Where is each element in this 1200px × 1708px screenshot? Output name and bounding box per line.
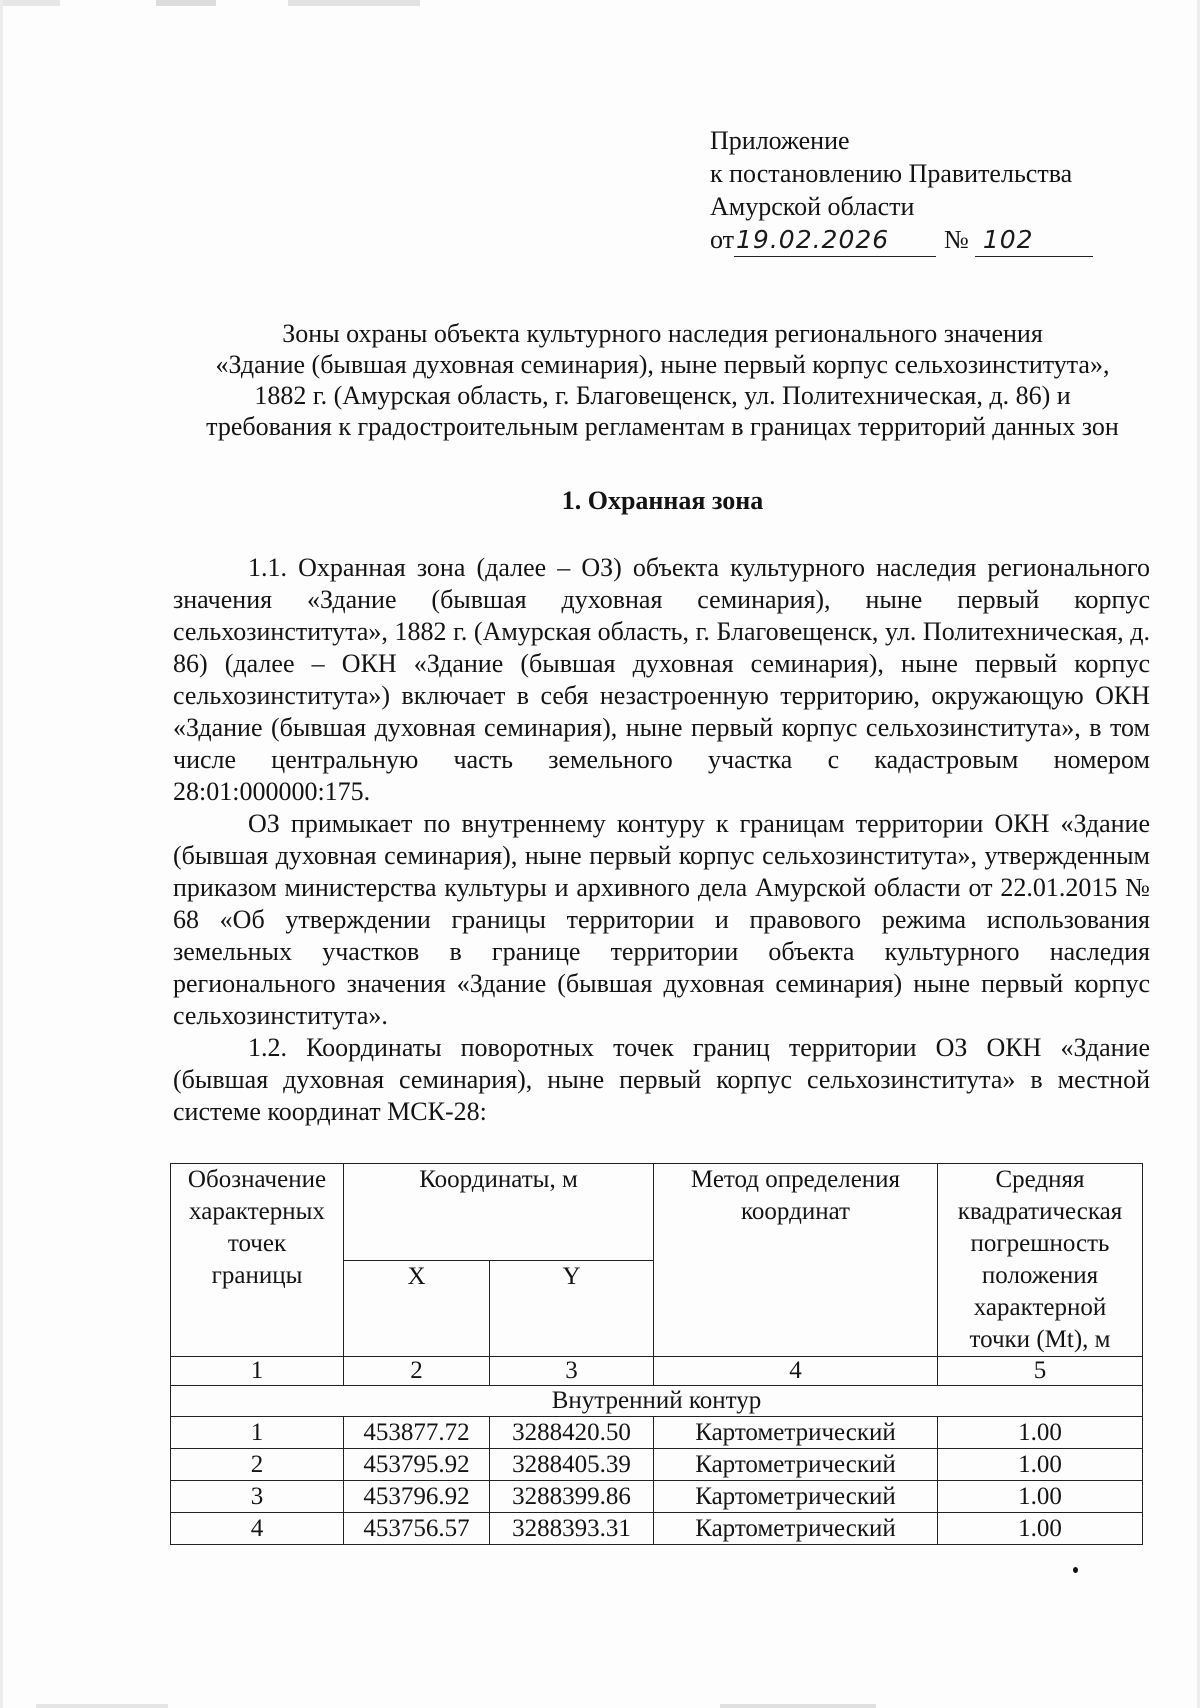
scan-edge-left [0,0,3,1708]
appendix-title: Приложение [710,126,850,155]
table-row [171,1449,1143,1481]
inner-contour-label: Внутренний контур [171,1386,1143,1417]
table-row [171,1417,1143,1449]
header-mean-error: Средняя квадратическая погрешность положения характерной точки (Mt), м [938,1164,1143,1357]
contour-row [171,1386,1143,1417]
column-number: 1 [171,1357,344,1386]
title-line-4: требования к градостроительным регламентам в границах территорий данных зон [206,412,1119,441]
mean-error: 1.00 [938,1481,1143,1513]
point-id: 3 [171,1481,344,1513]
method: Картометрический [654,1417,938,1449]
point-id: 4 [171,1513,344,1545]
mean-error: 1.00 [938,1513,1143,1545]
date-field [734,223,936,257]
coord-y: 3288420.50 [490,1417,654,1449]
method: Картометрический [654,1449,938,1481]
table-header-row [171,1164,1143,1261]
coordinates-table [170,1163,1143,1545]
point-id: 2 [171,1449,344,1481]
appendix-resolution: к постановлению Правительства [710,159,1073,188]
handwritten-date: 19.02.2026 [736,225,890,254]
coord-y: 3288399.86 [490,1481,654,1513]
section-heading: 1. Охранная зона [561,486,764,515]
column-number: 3 [490,1357,654,1386]
document-title [170,318,1155,442]
mean-error: 1.00 [938,1449,1143,1481]
title-line-1: Зоны охраны объекта культурного наследия регионального значения [282,319,1043,348]
coord-x: 453877.72 [344,1417,490,1449]
paragraph-1-2: 1.2. Координаты поворотных точек границ территории ОЗ ОКН «Здание (бывшая духовная семинария), ныне первый корпус сельхозинститута» в местной системе координат МСК-28: [173,1033,1150,1126]
section-body [173,552,1150,1128]
coord-x: 453795.92 [344,1449,490,1481]
handwritten-number: 102 [982,225,1034,254]
from-label: от [710,225,735,254]
paragraph-oz-contour: ОЗ примыкает по внутреннему контуру к границам территории ОКН «Здание (бывшая духовная семинария), ныне первый корпус сельхозинститута», утвержденным приказом министерства культуры и архивного дела Амурской области от 22.01.2015 № 68 «Об утверждении границы территории и правового режима использования земельных участков в границе территории объекта культурного наследия регионального значения «Здание (бывшая духовная семинария) ныне первый корпус сельхозинститута». [173,809,1150,1030]
scan-edge-top [0,0,1200,6]
appendix-header [710,124,1093,257]
method: Картометрический [654,1513,938,1545]
paragraph-1-1: 1.1. Охранная зона (далее – ОЗ) объекта культурного наследия регионального значения «Здание (бывшая духовная семинария), ныне первый корпус сельхозинститута», 1882 г. (Амурская область, г. Благовещенск, ул. Политехническая, д. 86) (далее – ОКН «Здание (бывшая духовная семинария), ныне первый корпус сельхозинститута») включает в себя незастроенную территорию, окружающую ОКН «Здание (бывшая духовная семинария), ныне первый корпус сельхозинститута», в том числе центральную часть земельного участка с кадастровым номером 28:01:000000:175. [173,553,1150,806]
column-number: 5 [938,1357,1143,1386]
coord-x: 453756.57 [344,1513,490,1545]
header-coordinates: Координаты, м [344,1164,654,1261]
appendix-region: Амурской области [710,192,915,221]
coord-y: 3288405.39 [490,1449,654,1481]
scan-edge-bottom [0,1704,1200,1708]
header-x: X [344,1260,490,1357]
method: Картометрический [654,1481,938,1513]
scan-dot-mark [1073,1567,1078,1573]
mean-error: 1.00 [938,1417,1143,1449]
header-method: Метод определения координат [654,1164,938,1357]
title-line-3: 1882 г. (Амурская область, г. Благовещенск, ул. Политехническая, д. 86) и [254,381,1071,410]
number-label: № [944,225,969,254]
coord-x: 453796.92 [344,1481,490,1513]
title-line-2: «Здание (бывшая духовная семинария), ныне первый корпус сельхозинститута», [215,350,1110,379]
column-number: 2 [344,1357,490,1386]
header-y: Y [490,1260,654,1357]
header-point-designation: Обозначение характерных точек границы [171,1164,344,1357]
column-number: 4 [654,1357,938,1386]
appendix-date-number [710,223,1093,257]
number-field [975,223,1093,257]
coord-y: 3288393.31 [490,1513,654,1545]
column-number-row [171,1357,1143,1386]
point-id: 1 [171,1417,344,1449]
table-row [171,1481,1143,1513]
table-row [171,1513,1143,1545]
